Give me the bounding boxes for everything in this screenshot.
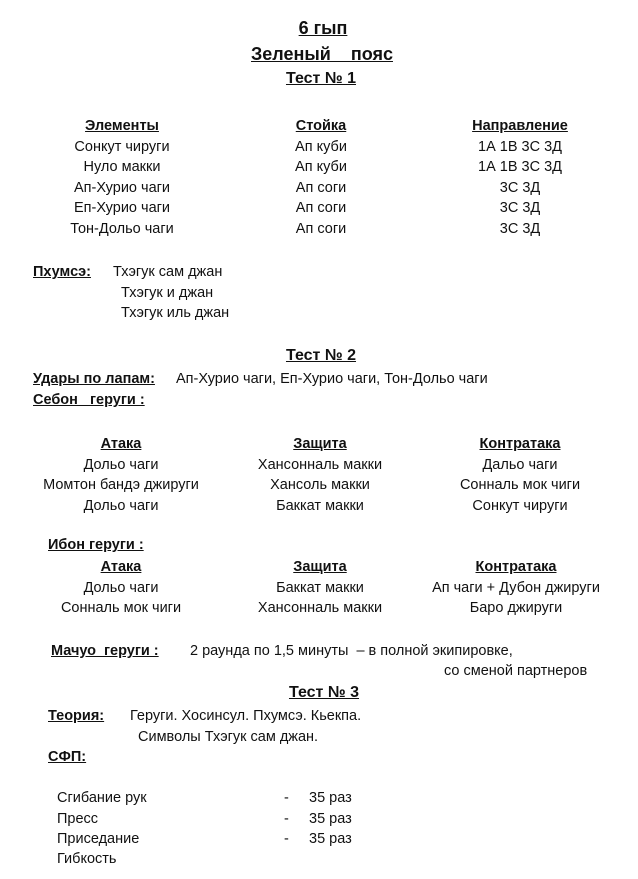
pkhumse-list (113, 262, 229, 324)
gup-title: 6 гып (298, 18, 348, 38)
machuo-text-continued: со сменой партнеров (444, 663, 588, 679)
direction-column (472, 116, 568, 239)
sebon-cell: Хансонналь макки (257, 456, 383, 473)
sebon-cell: Сонкут чируги (472, 497, 568, 514)
sfp-exercise: Пресс (57, 811, 99, 827)
element-cell: Ап-Хурио чаги (73, 179, 171, 196)
counter-header: Контратака (475, 559, 557, 575)
element-cell: Сонкут чируги (74, 138, 170, 155)
sebon-defense-column (258, 434, 382, 516)
stance-cell: Ап соги (295, 179, 347, 196)
sfp-row (57, 829, 377, 850)
sfp-value: 35 раз (309, 811, 352, 827)
attack-header: Атака (100, 559, 142, 575)
sfp-row (57, 809, 377, 830)
ibon-label: Ибон геруги : (48, 537, 144, 553)
elements-column (70, 116, 173, 239)
direction-cell: 3С 3Д (499, 179, 541, 196)
sfp-exercise: Сгибание рук (57, 790, 147, 806)
counter-header: Контратака (479, 436, 561, 452)
test3-title: Тест № 3 (288, 684, 360, 701)
ibon-attack-column (61, 557, 181, 619)
belt-title: Зеленый пояс (251, 44, 393, 64)
ibon-defense-column (258, 557, 382, 619)
sebon-cell: Момтон бандэ джируги (43, 477, 199, 493)
ibon-cell: Баккат макки (276, 579, 364, 596)
sebon-label: Себон геруги : (33, 392, 145, 408)
machuo-text: 2 раунда по 1,5 минуты – в полной экипировке, (190, 643, 513, 659)
sebon-attack-column (43, 434, 199, 516)
stance-cell: Ап соги (295, 220, 347, 237)
sebon-cell: Хансоль макки (270, 477, 370, 493)
element-cell: Тон-Дольо чаги (70, 220, 174, 237)
sfp-exercise: Гибкость (57, 851, 117, 867)
element-cell: Еп-Хурио чаги (73, 200, 171, 216)
direction-cell: 1А 1В 3С 3Д (478, 138, 562, 155)
sfp-dash: - (284, 811, 289, 827)
test1-title: Тест № 1 (285, 70, 357, 87)
ibon-cell: Хансонналь макки (257, 600, 383, 616)
direction-cell: 3С 3Д (499, 200, 541, 216)
direction-cell: 1А 1В 3С 3Д (478, 159, 562, 175)
pads-label: Удары по лапам: (33, 371, 155, 387)
sebon-cell: Сонналь мок чиги (459, 477, 581, 493)
theory-label: Теория: (48, 708, 105, 724)
ibon-cell: Баро джируги (469, 600, 563, 616)
ibon-counter-column (432, 557, 600, 619)
sfp-value: 35 раз (309, 790, 352, 806)
sebon-cell: Дольо чаги (83, 456, 159, 473)
sebon-cell: Дольо чаги (83, 497, 159, 514)
sfp-dash: - (284, 831, 289, 847)
sfp-value: 35 раз (309, 831, 352, 847)
ibon-cell: Дольо чаги (83, 579, 159, 596)
theory-line: Символы Тхэгук сам джан. (138, 729, 319, 745)
sebon-cell: Баккат макки (276, 497, 364, 514)
direction-cell: 3С 3Д (499, 220, 541, 237)
pkhumse-item: Тхэгук иль джан (121, 305, 230, 321)
stance-cell: Ап куби (295, 159, 347, 175)
ibon-cell: Сонналь мок чиги (60, 600, 182, 616)
stance-column (295, 116, 347, 239)
attack-header: Атака (100, 436, 142, 452)
pkhumse-item: Тхэгук и джан (121, 284, 214, 301)
pads-text: Ап-Хурио чаги, Еп-Хурио чаги, Тон-Дольо чаги (176, 371, 488, 387)
sebon-cell: Дальо чаги (482, 456, 558, 473)
element-cell: Нуло макки (83, 159, 161, 175)
pkhumse-label: Пхумсэ: (33, 264, 91, 280)
defense-header: Защита (293, 436, 347, 452)
sfp-row (57, 788, 377, 809)
machuo-label: Мачуо геруги : (51, 643, 159, 659)
sfp-label: СФП: (48, 749, 87, 765)
defense-header: Защита (293, 559, 347, 575)
pkhumse-item: Тхэгук сам джан (113, 264, 223, 280)
ibon-cell: Ап чаги + Дубон джируги (432, 579, 600, 596)
test2-title: Тест № 2 (285, 347, 357, 364)
stance-cell: Ап соги (295, 200, 347, 216)
stance-cell: Ап куби (295, 138, 347, 155)
sebon-counter-column (460, 434, 580, 516)
elements-header: Элементы (85, 118, 159, 134)
stance-header: Стойка (295, 118, 347, 134)
sfp-exercise: Приседание (57, 831, 140, 847)
sfp-row (57, 849, 377, 870)
theory-line: Геруги. Хосинсул. Пхумсэ. Кьекпа. (130, 708, 362, 724)
sfp-dash: - (284, 790, 289, 806)
direction-header: Направление (472, 118, 568, 134)
